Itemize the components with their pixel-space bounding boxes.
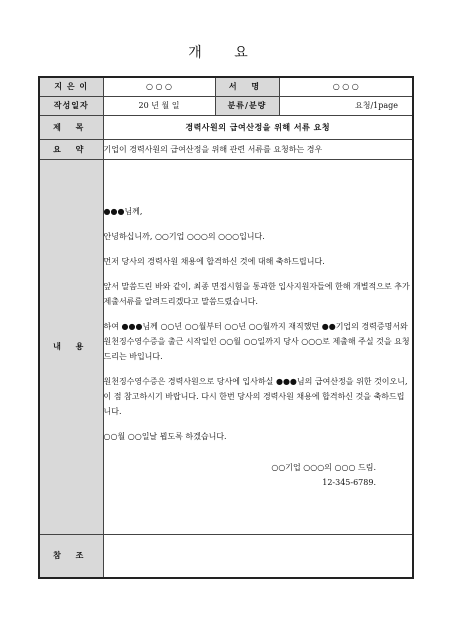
letter-phone: 12-345-6789.	[322, 477, 376, 487]
summary-label: 요 약	[39, 139, 103, 159]
letter-closing: ○○월 ○○일날 뵙도록 하겠습니다.	[103, 431, 227, 441]
signature-value: ○ ○ ○	[279, 77, 413, 96]
letter-body	[103, 159, 413, 534]
reference-value	[103, 534, 413, 578]
subject-value: 경력사원의 급여산정을 위해 서류 요청	[103, 115, 413, 139]
writer-label: 지 은 이	[39, 77, 103, 96]
subject-label: 제 목	[39, 115, 103, 139]
letter-paragraph-1: 앞서 말씀드린 바와 같이, 최종 면접시험을 통과한 입사지원자들에 한해 개별적으로 추가 제출서류를 알려드리겠다고 말씀드렸습니다.	[103, 281, 410, 306]
category-label: 분류/분량	[215, 96, 279, 115]
letter-intro: 안녕하십니까, ○○기업 ○○○의 ○○○입니다.	[103, 231, 265, 241]
writer-value: ○ ○ ○	[103, 77, 215, 96]
document-title: 개 요	[188, 45, 262, 61]
reference-label: 참 조	[39, 534, 103, 578]
date-value: 20 년 월 일	[103, 96, 215, 115]
overview-form	[38, 76, 414, 579]
letter-congrats: 먼저 당사의 경력사원 채용에 합격하신 것에 대해 축하드립니다.	[103, 256, 325, 266]
signature-label: 서 명	[215, 77, 279, 96]
content-label: 내 용	[39, 159, 103, 534]
letter-signature: ○○기업 ○○○의 ○○○ 드림.	[271, 462, 376, 472]
date-label: 작성일자	[39, 96, 103, 115]
letter-paragraph-3: 원천징수영수증은 경력사원으로 당사에 입사하실 ●●●님의 급여산정을 위한 것이오니, 이 점 참고하시기 바랍니다. 다시 한번 당사의 경력사원 채용에 합격하신 것을 축하드립니다.	[103, 376, 408, 416]
letter-paragraph-2: 하여 ●●●님께 ○○년 ○○월부터 ○○년 ○○월까지 재직했던 ●●기업의 경력증명서와 원천징수영수증을 출근 시작일인 ○○월 ○○일까지 당사 ○○○로 제출해 주실 것을 요청 드리는 바입니다.	[103, 321, 410, 361]
category-value: 요청/1page	[279, 96, 413, 115]
letter-greeting: ●●●님께,	[103, 206, 143, 216]
summary-value: 기업이 경력사원의 급여산정을 위해 관련 서류를 요청하는 경우	[103, 139, 413, 159]
